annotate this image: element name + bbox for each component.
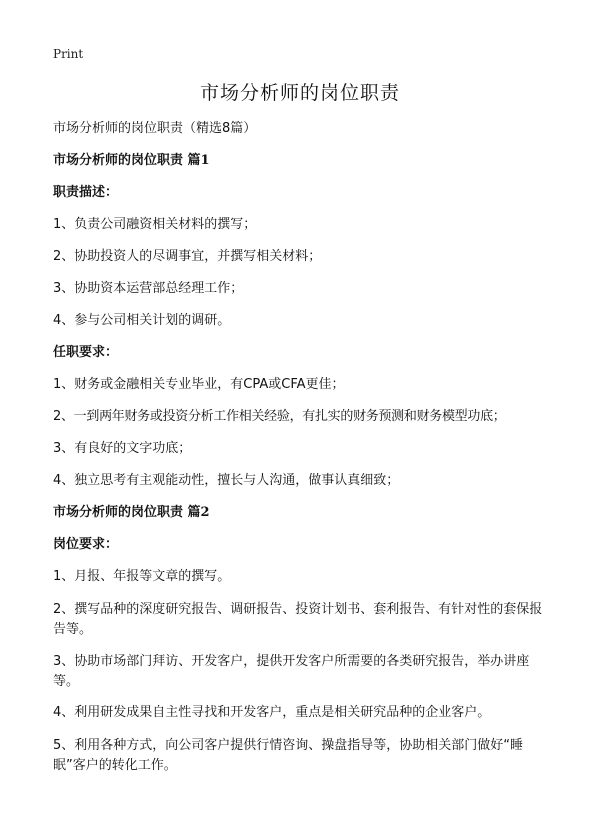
block-label-job-description: 职责描述： <box>53 185 119 200</box>
block-label-position-requirements: 岗位要求： <box>53 537 119 552</box>
list-item: 2、一到两年财务或投资分析工作相关经验，有扎实的财务预测和财务模型功底； <box>53 409 506 424</box>
document-body <box>53 120 553 788</box>
list-item: 3、有良好的文字功底； <box>53 441 192 456</box>
list-item: 1、月报、年报等文章的撰写。 <box>53 569 231 584</box>
list-item: 2、撰写品种的深度研究报告、调研报告、投资计划书、套利报告、有针对性的套保报告等。 <box>53 602 543 637</box>
document-subtitle: 市场分析师的岗位职责（精选8篇） <box>53 121 257 136</box>
section-heading-2: 市场分析师的岗位职责 篇2 <box>53 505 210 520</box>
list-item: 4、独立思考有主观能动性，擅长与人沟通，做事认真细致； <box>53 473 400 488</box>
block-label-requirements: 任职要求： <box>53 345 119 360</box>
print-label[interactable]: Print <box>53 47 84 61</box>
list-item: 4、参与公司相关计划的调研。 <box>53 313 231 328</box>
list-item: 5、利用各种方式，向公司客户提供行情咨询、操盘指导等，协助相关部门做好“睡眠”客户的转化工作。 <box>53 738 524 773</box>
list-item: 4、利用研发成果自主性寻找和开发客户，重点是相关研究品种的企业客户。 <box>53 705 491 720</box>
list-item: 1、财务或金融相关专业毕业，有CPA或CFA更佳； <box>53 377 345 392</box>
list-item: 3、协助资本运营部总经理工作； <box>53 281 244 296</box>
list-item: 2、协助投资人的尽调事宜，并撰写相关材料； <box>53 249 322 264</box>
list-item: 1、负责公司融资相关材料的撰写； <box>53 217 257 232</box>
list-item: 3、协助市场部门拜访、开发客户，提供开发客户所需要的各类研究报告，举办讲座等。 <box>53 654 530 689</box>
section-heading-1: 市场分析师的岗位职责 篇1 <box>53 153 210 168</box>
page-title: 市场分析师的岗位职责 <box>199 82 400 104</box>
